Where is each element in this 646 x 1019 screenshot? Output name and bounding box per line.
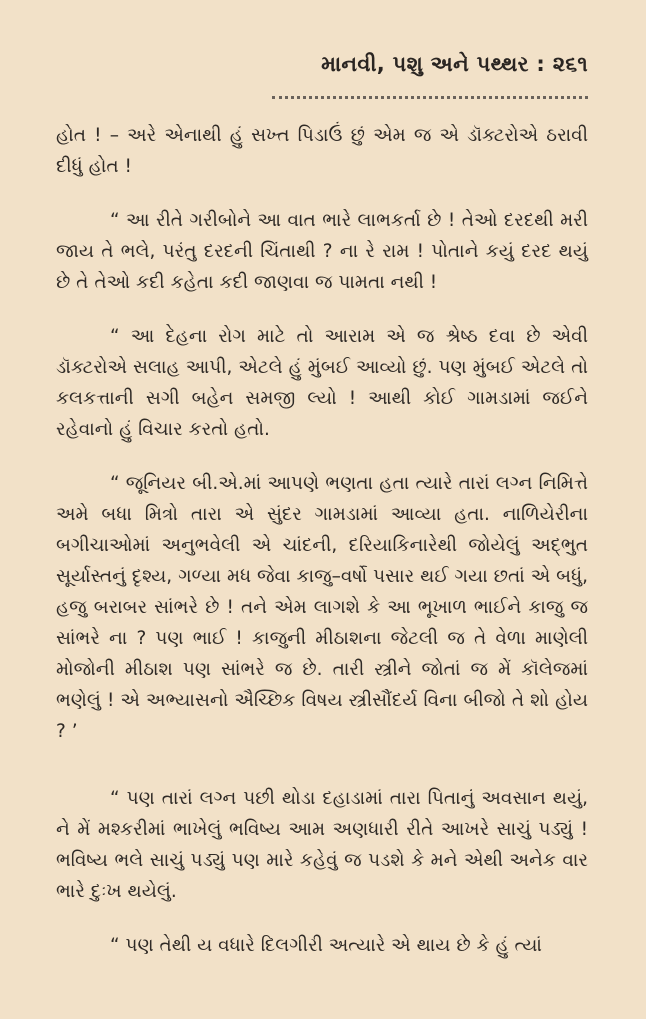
paragraph-2: “ આ રીતે ગરીબોને આ વાત ભારે લાભકર્તા છે ! તેઓ દરદથી મરી જાય તે ભલે, પરંતુ દરદની ચિંતાથી ? ના રે રામ ! પોતાને કયું દરદ થયું છે તે તેઓ કદી કહેતા કદી જાણવા જ પામતા નથી ! [56, 210, 588, 293]
header-dotted-rule [272, 96, 588, 99]
paragraph-1: હોત ! – અરે એનાથી હું સખ્ત પિડાઉં છું એમ જ એ ડૉક્ટરોએ ઠરાવી દીધું હોત ! [56, 125, 588, 177]
running-header: માનવી, પશુ અને પથ્થર : ૨૬૧ [321, 52, 588, 76]
body-text [56, 120, 588, 984]
paragraph-6: “ પણ તેથી ય વધારે દિલગીરી અત્યારે એ થાય છે કે હું ત્યાં [110, 935, 542, 956]
paragraph-3: “ આ દેહના રોગ માટે તો આરામ એ જ શ્રેષ્ઠ દવા છે એવી ડૉક્ટરોએ સલાહ આપી, એટલે હું મુંબઈ આવ્યો છું. પણ મુંબઈ એટલે તો કલકત્તાની સગી બહેન સમજી લ્યો ! આથી કોઈ ગામડામાં જઈને રહેવાનો હું વિચાર કરતો હતો. [56, 326, 588, 440]
paragraph-5: “ પણ તારાં લગ્ન પછી થોડા દહાડામાં તારા પિતાનું અવસાન થયું, ને મેં મશ્કરીમાં ભાખેલું ભવિષ્ય આમ અણધારી રીતે આખરે સાચું પડ્યું ! ભવિષ્ય ભલે સાચું પડ્યું પણ મારે કહેવું જ પડશે કે મને એથી અનેક વાર ભારે દુઃખ થયેલું. [56, 788, 588, 902]
paragraph-4: “ જૂનિયર બી.એ.માં આપણે ભણતા હતા ત્યારે તારાં લગ્ન નિમિત્તે અમે બધા મિત્રો તારા એ સુંદર ગામડામાં આવ્યા હતા. નાળિયેરીના બગીચાઓમાં અનુભવેલી એ ચાંદની, દરિયાકિનારેથી જોયેલું અદ્ભુત સૂર્યાસ્તનું દૃશ્ય, ગળ્યા મધ જેવા કાજુ–વર્ષો પસાર થઈ ગયા છતાં એ બધું, હજુ બરાબર સાંભરે છે ! તને એમ લાગશે કે આ ભૂખાળ ભાઈને કાજુ જ સાંભરે ના ? પણ ભાઈ ! કાજુની મીઠાશના જેટલી જ તે વેળા માણેલી મોજોની મીઠાશ પણ સાંભરે જ છે. તારી સ્ત્રીને જોતાં જ મેં કૉલેજમાં ભણેલું ! એ અભ્યાસનો ઐચ્છિક વિષય સ્ત્રીસૌંદર્ય વિના બીજો તે શો હોય ? ’ [56, 473, 588, 742]
